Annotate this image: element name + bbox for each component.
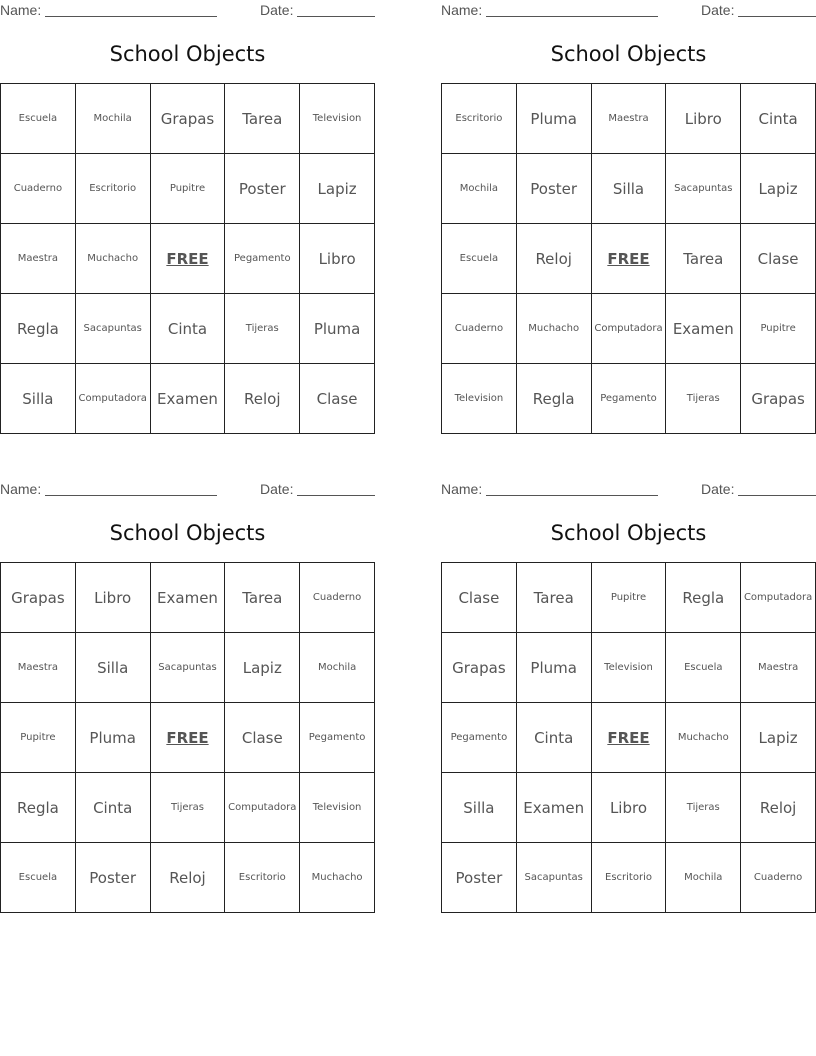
bingo-cell: Muchacho [75, 224, 150, 294]
name-label: Name: [441, 2, 483, 18]
grid-row [1, 703, 375, 773]
bingo-cell: Computadora [741, 563, 816, 633]
name-blank-line [45, 495, 217, 496]
bingo-cell: Muchacho [516, 294, 591, 364]
grid-row [442, 84, 816, 154]
bingo-card [441, 0, 816, 434]
bingo-cell: Reloj [150, 843, 225, 913]
card-title: School Objects [109, 521, 266, 545]
grid-row [1, 364, 375, 434]
bingo-cell: Television [300, 84, 375, 154]
bingo-cell: Pupitre [150, 154, 225, 224]
bingo-cell: Muchacho [300, 843, 375, 913]
bingo-cell: Maestra [741, 633, 816, 703]
bingo-cell: Clase [225, 703, 300, 773]
bingo-cell: Mochila [442, 154, 517, 224]
bingo-cell: Pegamento [225, 224, 300, 294]
bingo-cell: Examen [666, 294, 741, 364]
bingo-cell: Pegamento [591, 364, 666, 434]
bingo-cell: Silla [442, 773, 517, 843]
bingo-cell: Cuaderno [741, 843, 816, 913]
bingo-cell: Computadora [591, 294, 666, 364]
name-label: Name: [0, 481, 42, 497]
name-date-header [441, 481, 816, 499]
bingo-cell: Tijeras [666, 773, 741, 843]
date-label: Date: [701, 481, 735, 497]
bingo-cell: Poster [75, 843, 150, 913]
bingo-cell: Lapiz [741, 154, 816, 224]
bingo-cell: Television [300, 773, 375, 843]
grid-row [1, 843, 375, 913]
grid-row [442, 633, 816, 703]
name-blank-line [45, 16, 217, 17]
bingo-cell: Escuela [1, 843, 76, 913]
bingo-cell: Maestra [1, 224, 76, 294]
bingo-cell: Examen [150, 563, 225, 633]
bingo-cell: Grapas [741, 364, 816, 434]
name-blank-line [486, 16, 658, 17]
bingo-cell: Computadora [75, 364, 150, 434]
date-label: Date: [260, 481, 294, 497]
bingo-cell: Examen [516, 773, 591, 843]
date-blank-line [738, 16, 816, 17]
bingo-cell: Escritorio [591, 843, 666, 913]
bingo-cell: Sacapuntas [75, 294, 150, 364]
bingo-cell: Maestra [591, 84, 666, 154]
free-space-cell: FREE [591, 703, 666, 773]
bingo-cell: Silla [591, 154, 666, 224]
bingo-cell: Grapas [442, 633, 517, 703]
grid-row [1, 563, 375, 633]
grid-row [1, 294, 375, 364]
bingo-cell: Cinta [75, 773, 150, 843]
name-date-header [0, 2, 375, 20]
bingo-cell: Escritorio [75, 154, 150, 224]
bingo-cell: Grapas [1, 563, 76, 633]
card-title: School Objects [109, 42, 266, 66]
bingo-cell: Regla [516, 364, 591, 434]
free-space-cell: FREE [591, 224, 666, 294]
card-title: School Objects [550, 42, 707, 66]
bingo-cell: Tarea [516, 563, 591, 633]
bingo-cell: Muchacho [666, 703, 741, 773]
bingo-cell: Clase [442, 563, 517, 633]
bingo-cell: Libro [75, 563, 150, 633]
bingo-cell: Pupitre [741, 294, 816, 364]
grid-row [442, 843, 816, 913]
date-blank-line [297, 495, 375, 496]
grid-row [442, 773, 816, 843]
bingo-cell: Reloj [225, 364, 300, 434]
bingo-cell: Escritorio [225, 843, 300, 913]
bingo-cell: Libro [300, 224, 375, 294]
bingo-cell: Poster [442, 843, 517, 913]
bingo-cell: Television [591, 633, 666, 703]
card-title: School Objects [550, 521, 707, 545]
bingo-card [0, 479, 375, 913]
bingo-cell: Regla [1, 773, 76, 843]
bingo-cell: Pegamento [442, 703, 517, 773]
grid-row [442, 364, 816, 434]
bingo-cell: Silla [1, 364, 76, 434]
bingo-cell: Mochila [300, 633, 375, 703]
bingo-cell: Escuela [1, 84, 76, 154]
bingo-cell: Lapiz [300, 154, 375, 224]
bingo-cell: Poster [516, 154, 591, 224]
bingo-cell: Mochila [666, 843, 741, 913]
free-space-cell: FREE [150, 703, 225, 773]
date-blank-line [738, 495, 816, 496]
bingo-cell: Television [442, 364, 517, 434]
grid-row [1, 633, 375, 703]
date-blank-line [297, 16, 375, 17]
bingo-cell: Libro [666, 84, 741, 154]
name-label: Name: [441, 481, 483, 497]
bingo-cell: Libro [591, 773, 666, 843]
grid-row [442, 154, 816, 224]
bingo-cell: Pluma [75, 703, 150, 773]
bingo-cell: Cuaderno [300, 563, 375, 633]
name-label: Name: [0, 2, 42, 18]
bingo-cell: Escuela [442, 224, 517, 294]
bingo-grid [441, 83, 816, 434]
bingo-cell: Poster [225, 154, 300, 224]
bingo-cell: Pluma [300, 294, 375, 364]
bingo-cell: Cinta [741, 84, 816, 154]
name-date-header [0, 481, 375, 499]
bingo-cell: Escuela [666, 633, 741, 703]
bingo-cell: Mochila [75, 84, 150, 154]
bingo-cell: Computadora [225, 773, 300, 843]
bingo-cell: Cinta [150, 294, 225, 364]
bingo-cell: Pupitre [1, 703, 76, 773]
date-label: Date: [260, 2, 294, 18]
bingo-cell: Grapas [150, 84, 225, 154]
grid-row [1, 224, 375, 294]
bingo-cell: Sacapuntas [150, 633, 225, 703]
bingo-cell: Sacapuntas [516, 843, 591, 913]
bingo-cell: Pegamento [300, 703, 375, 773]
bingo-cell: Maestra [1, 633, 76, 703]
bingo-cell: Tijeras [225, 294, 300, 364]
bingo-cell: Tijeras [150, 773, 225, 843]
bingo-grid [0, 83, 375, 434]
bingo-cell: Tijeras [666, 364, 741, 434]
grid-row [1, 84, 375, 154]
bingo-cell: Escritorio [442, 84, 517, 154]
bingo-cell: Lapiz [225, 633, 300, 703]
bingo-cell: Clase [741, 224, 816, 294]
bingo-cell: Tarea [666, 224, 741, 294]
date-label: Date: [701, 2, 735, 18]
bingo-cell: Pluma [516, 84, 591, 154]
bingo-grid [0, 562, 375, 913]
name-date-header [441, 2, 816, 20]
bingo-card [441, 479, 816, 913]
bingo-cell: Pupitre [591, 563, 666, 633]
bingo-card [0, 0, 375, 434]
bingo-cell: Cuaderno [1, 154, 76, 224]
bingo-cell: Cuaderno [442, 294, 517, 364]
bingo-cell: Clase [300, 364, 375, 434]
grid-row [442, 294, 816, 364]
bingo-cell: Tarea [225, 84, 300, 154]
bingo-cell: Lapiz [741, 703, 816, 773]
bingo-grid [441, 562, 816, 913]
bingo-cell: Regla [666, 563, 741, 633]
name-blank-line [486, 495, 658, 496]
grid-row [442, 563, 816, 633]
bingo-cell: Pluma [516, 633, 591, 703]
grid-row [442, 224, 816, 294]
bingo-cell: Cinta [516, 703, 591, 773]
bingo-cell: Sacapuntas [666, 154, 741, 224]
bingo-cell: Reloj [741, 773, 816, 843]
bingo-cell: Tarea [225, 563, 300, 633]
grid-row [1, 773, 375, 843]
bingo-cell: Regla [1, 294, 76, 364]
bingo-cell: Examen [150, 364, 225, 434]
grid-row [1, 154, 375, 224]
grid-row [442, 703, 816, 773]
bingo-cell: Silla [75, 633, 150, 703]
free-space-cell: FREE [150, 224, 225, 294]
bingo-cell: Reloj [516, 224, 591, 294]
